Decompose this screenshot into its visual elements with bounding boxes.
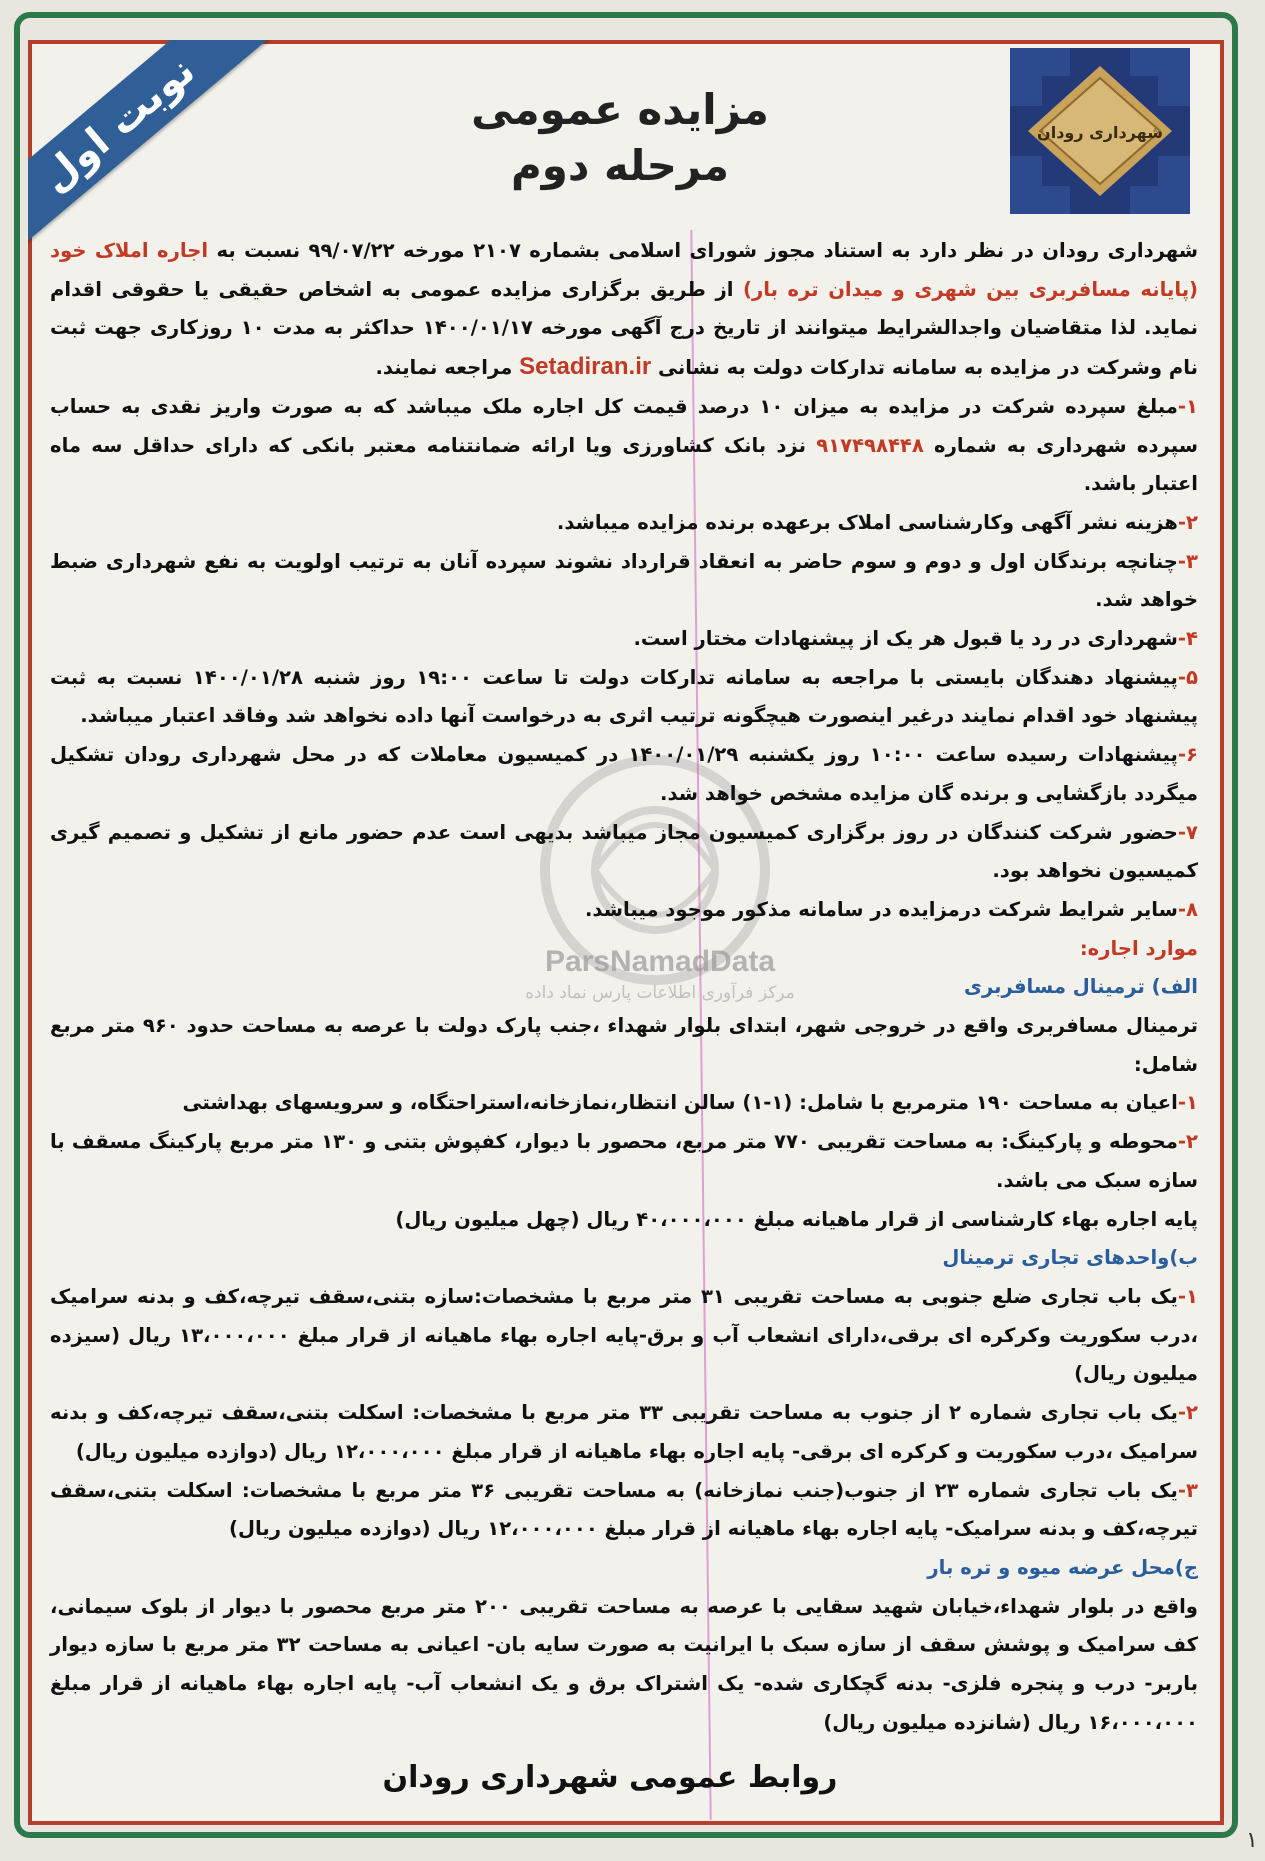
condition-7 bbox=[50, 814, 1198, 891]
item-text: اعیان به مساحت ۱۹۰ مترمربع با شامل: (۱-۱) سالن انتظار،نمازخانه،استراحتگاه، و سرویسهای بهداشتی bbox=[182, 1091, 1178, 1115]
watermark-text: ParsNamadData bbox=[544, 945, 776, 978]
announcement-title bbox=[380, 82, 860, 194]
intro-highlight: اجاره املاک خود (پایانه مسافربری بین شهری و میدان تره بار) bbox=[50, 239, 1198, 301]
item-text: یک باب تجاری شماره ۲ از جنوب به مساحت تقریبی ۳۳ متر مربع با مشخصات: اسکلت بتنی،سقف تیرچه،کف و بدنه سرامیک ،درب سکوریت و کرکره ای برقی- پایه اجاره بهاء ماهیانه از قرار مبلغ ۱۲،۰۰۰،۰۰۰ ریال (دوازده میلیون ریال) bbox=[50, 1401, 1198, 1463]
section-b-heading: ب)واحدهای تجاری ترمینال bbox=[942, 1246, 1198, 1270]
section-a-intro: ترمینال مسافربری واقع در خروجی شهر، ابتدای بلوار شهداء ،جنب پارک دولت با عرصه به مساحت حدود ۹۶۰ متر مربع شامل: bbox=[50, 1014, 1198, 1076]
section-b-item-2 bbox=[50, 1394, 1198, 1471]
watermark-subtext: مرکز فرآوری اطلاعات پارس نماد داده bbox=[525, 983, 795, 1003]
condition-text-b: نزد بانک کشاورزی ویا ارائه ضمانتنامه معتبر بانکی که دارای حداقل سه ماه اعتبار باشد. bbox=[50, 433, 1198, 496]
page-number: ۱ bbox=[1246, 1828, 1258, 1853]
condition-text: شهرداری در رد یا قبول هر یک از پیشنهادات مختار است. bbox=[633, 627, 1178, 651]
item-number: ۱- bbox=[1177, 1284, 1198, 1308]
condition-text: حضور شرکت کنندگان در روز برگزاری کمیسیون مجاز میباشد بدیهی است عدم حضور مانع از تشکیل و تصمیم گیری کمیسیون نخواهد بود. bbox=[50, 820, 1198, 883]
condition-4 bbox=[50, 620, 1198, 659]
item-number: ۲- bbox=[1177, 1130, 1199, 1154]
condition-number: ۵- bbox=[1177, 665, 1198, 689]
condition-2 bbox=[50, 504, 1198, 543]
condition-text: پیشنهاد دهندگان بایستی با مراجعه به سامانه تدارکات دولت تا ساعت ۱۹:۰۰ روز شنبه ۱۴۰۰/۰۱/۲۸ نسبت به ثبت پیشنهاد خود اقدام نمایند درغیر اینصورت هیچگونه ترتیب اثری به درخواست آنها داده نخواهد شد وفاقد اعتبار میباشد. bbox=[50, 665, 1198, 728]
title-line-1: مزایده عمومی bbox=[471, 85, 769, 134]
condition-text: سایر شرایط شرکت درمزایده در سامانه مذکور موجود میباشد. bbox=[584, 897, 1178, 921]
condition-number: ۲- bbox=[1177, 510, 1198, 534]
item-number: ۳- bbox=[1177, 1478, 1198, 1502]
municipality-logo bbox=[1010, 48, 1190, 214]
intro-paragraph bbox=[50, 232, 1198, 388]
intro-text-c: از طریق برگزاری مزایده عمومی به اشخاص حقیقی یا حقوقی اقدام نماید. لذا متقاضیان واجدالشرایط میتوانند از تاریخ درج آگهی مورخه ۱۴۰۰/۰۱/۱۷ حداکثر به مدت ۱۰ روزکاری جهت ثبت نام وشرکت در مزایده به سامانه تدارکات دولت به نشانی bbox=[50, 277, 1199, 380]
section-c-text: واقع در بلوار شهداء،خیابان شهید سقایی با عرصه به مساحت تقریبی ۲۰۰ متر مربع محصور با دیوار از بلوک سیمانی، کف سرامیک و پوشش سقف از سازه سبک با ایرانیت به صورت سایه بان- اعیانی به مساحت ۳۲ متر مربع با سازه دیوار باربر- درب و پنجره فلزی- بدنه گچکاری شده- یک اشتراک برق و یک انشعاب آب- پایه اجاره بهاء ماهیانه از قرار مبلغ ۱۶،۰۰۰،۰۰۰ ریال (شانزده میلیون ریال) bbox=[50, 1594, 1198, 1734]
announcement-body bbox=[50, 232, 1198, 1742]
section-c-heading: ج)محل عرضه میوه و تره بار bbox=[927, 1555, 1198, 1579]
condition-number: ۴- bbox=[1177, 627, 1198, 651]
cases-heading: موارد اجاره: bbox=[1079, 936, 1198, 960]
condition-text: هزینه نشر آگهی وکارشناسی املاک برعهده برنده مزایده میباشد. bbox=[556, 510, 1178, 534]
item-number: ۱- bbox=[1177, 1091, 1198, 1115]
logo-text: شهرداری رودان bbox=[1037, 123, 1163, 142]
account-number: ۹۱۷۴۹۸۴۴۸ bbox=[816, 433, 924, 457]
condition-3 bbox=[50, 543, 1198, 620]
item-number: ۲- bbox=[1177, 1401, 1198, 1425]
condition-number: ۶- bbox=[1177, 743, 1198, 767]
condition-8 bbox=[50, 891, 1198, 930]
footer-signature: روابط عمومی شهرداری رودان bbox=[382, 1760, 838, 1795]
condition-6 bbox=[50, 736, 1198, 813]
condition-number: ۳- bbox=[1177, 549, 1198, 573]
item-text: یک باب تجاری شماره ۲۳ از جنوب(جنب نمازخانه) به مساحت تقریبی ۳۶ متر مربع با مشخصات: اسکلت بتنی،سقف تیرچه،کف و بدنه سرامیک- پایه اجاره بهاء ماهیانه از قرار مبلغ ۱۲،۰۰۰،۰۰۰ ریال (دوازده میلیون ریال) bbox=[50, 1478, 1198, 1541]
condition-number: ۱- bbox=[1177, 394, 1198, 418]
section-b-item-3 bbox=[50, 1472, 1198, 1549]
section-a-item-1 bbox=[50, 1084, 1198, 1123]
condition-number: ۸- bbox=[1177, 897, 1198, 921]
condition-text: مبلغ سپرده شرکت در مزایده به میزان ۱۰ درصد قیمت کل اجاره ملک میباشد که به صورت واریز نقدی به حساب سپرده شهرداری به شماره bbox=[50, 394, 1198, 457]
title-line-2: مرحله دوم bbox=[510, 141, 730, 190]
first-notice-ribbon: نوبت اول bbox=[28, 40, 268, 257]
condition-5 bbox=[50, 659, 1198, 736]
item-text: یک باب تجاری ضلع جنوبی به مساحت تقریبی ۳۱ متر مربع با مشخصات:سازه بتنی،سقف تیرچه،کف و بدنه سرامیک ،درب سکوریت وکرکره ای برقی،دارای انشعاب آب و برق-پایه اجاره بهاء ماهیانه از قرار مبلغ ۱۳،۰۰۰،۰۰۰ ریال (سیزده میلیون ریال) bbox=[50, 1284, 1198, 1386]
intro-text-a: شهرداری رودان در نظر دارد به استناد مجوز شورای اسلامی بشماره ۲۱۰۷ مورخه ۹۹/۰۷/۲۲ نسبت به bbox=[208, 239, 1199, 262]
section-a-item-2 bbox=[50, 1123, 1198, 1200]
condition-text: پیشنهادات رسیده ساعت ۱۰:۰۰ روز یکشنبه ۱۴۰۰/۰۱/۲۹ در کمیسیون معاملات که در محل شهرداری رودان تشکیل میگردد بازگشایی و برنده گان مزایده مشخص خواهد شد. bbox=[50, 743, 1198, 805]
condition-text: چنانچه برندگان اول و دوم و سوم حاضر به انعقاد قرارداد نشوند سپرده آنان به ترتیب اولویت به نفع شهرداری ضبط خواهد شد. bbox=[50, 549, 1198, 612]
intro-text-d: مراجعه نمایند. bbox=[375, 356, 520, 380]
section-a-heading: الف) ترمینال مسافربری bbox=[964, 975, 1198, 999]
condition-1 bbox=[50, 388, 1198, 504]
item-text: محوطه و پارکینگ: به مساحت تقریبی ۷۷۰ متر مربع، محصور با دیوار، کفپوش بتنی و ۱۳۰ متر مربع پارکینگ مسقف با سازه سبک می باشد. bbox=[50, 1130, 1198, 1192]
section-b-item-1 bbox=[50, 1278, 1198, 1394]
condition-number: ۷- bbox=[1177, 820, 1198, 844]
section-a-price: پایه اجاره بهاء کارشناسی از قرار ماهیانه مبلغ ۴۰،۰۰۰،۰۰۰ ریال (چهل میلیون ریال) bbox=[395, 1207, 1198, 1231]
setadiran-link[interactable]: Setadiran.ir bbox=[519, 353, 652, 381]
